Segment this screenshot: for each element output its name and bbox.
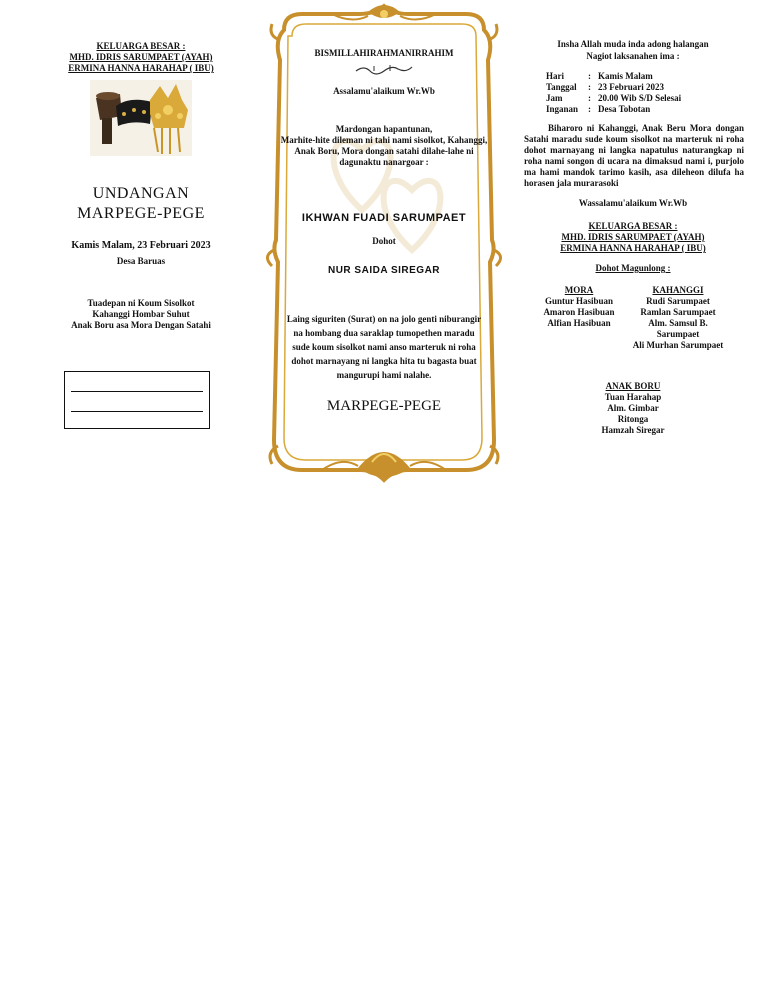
schedule-label: Jam [546, 93, 563, 103]
schedule-row [546, 71, 726, 82]
kahanggi-item: Ali Murhan Sarumpaet [632, 340, 724, 350]
schedule-label: Inganan [546, 104, 579, 114]
title-line-1: UNDANGAN [92, 185, 190, 202]
mora-heading: MORA [564, 285, 594, 295]
intro-line: Mardongan hapantunan, [335, 124, 433, 134]
mother-name: ERMINA HANNA HARAHAP ( IBU) [68, 63, 214, 73]
address-line: Anak Boru asa Mora Dengan Satahi [71, 320, 211, 330]
mora-item: Guntur Hasibuan [544, 296, 614, 306]
schedule-colon: : [588, 93, 591, 103]
opening-line-2: Nagiot laksanahen ima : [586, 51, 680, 61]
kahanggi-item: Alm. Samsul B. [648, 318, 708, 328]
recipient-name-box[interactable] [64, 371, 210, 429]
mother-name: ERMINA HANNA HARAHAP ( IBU) [560, 243, 706, 253]
intro-line: Marhite-hite dileman ni tahi nami sisolkot, Kahanggi, [280, 135, 488, 145]
schedule-colon: : [588, 71, 591, 81]
address-line: Tuadepan ni Koum Sisolkot [87, 298, 195, 308]
schedule-value: Desa Tobotan [598, 104, 651, 114]
address-block [60, 298, 222, 331]
bismillah-heading: BISMILLAHIRAHMANIRRAHIM [314, 48, 454, 58]
blank-line [71, 391, 203, 392]
event-place: Desa Baruas [116, 256, 166, 266]
invitation-title [60, 184, 222, 224]
title-line-2: MARPEGE-PEGE [77, 205, 205, 222]
kahanggi-item: Rudi Sarumpaet [646, 296, 710, 306]
closing-greeting: Wassalamu'alaikum Wr.Wb [578, 198, 688, 208]
family-title: KELUARGA BESAR : [96, 41, 186, 51]
schedule-value: 23 Februari 2023 [598, 82, 664, 92]
schedule-label: Hari [546, 71, 564, 81]
body-line: Laing siguriten (Surat) on na jolo genti niburangir [286, 314, 482, 324]
bride-name: NUR SAIDA SIREGAR [327, 265, 441, 276]
anak-boru-heading: ANAK BORU [605, 381, 661, 391]
schedule-row [546, 82, 726, 93]
message-paragraph: Biharoro ni Kahanggi, Anak Beru Mora dongan Satahi maradu sude koum sisolkot na marteruk ni roha dohot marnayang ni langka napatulus naturangkap ni roha nami songon di ucara na dimaksud nami i, purjolo ma hami mandok tarimo kasih, asa dileheon dilufa ha horasen jala murarasoki [524, 123, 744, 188]
footer-title: MARPEGE-PEGE [326, 398, 442, 414]
kahanggi-heading: KAHANGGI [652, 285, 704, 295]
schedule-table [546, 71, 726, 115]
event-date: Kamis Malam, 23 Februari 2023 [71, 240, 211, 251]
salam-greeting: Assalamu'alaikum Wr.Wb [333, 86, 435, 96]
family-block [60, 41, 222, 74]
groom-name: IKHWAN FUADI SARUMPAET [301, 212, 467, 224]
family-title: KELUARGA BESAR : [588, 221, 678, 231]
intro-line: Anak Boru, Mora dongan satahi dilahe-lahe ni [294, 146, 474, 156]
blank-line [71, 411, 203, 412]
intro-text [262, 124, 506, 168]
arabic-calligraphy-image [262, 62, 506, 80]
schedule-colon: : [588, 82, 591, 92]
schedule-row [546, 93, 726, 104]
anak-boru-item: Tuan Harahap [604, 392, 662, 402]
conjunction-dohot: Dohot [372, 236, 396, 246]
dohot-heading: Dohot Magunlong : [595, 263, 671, 273]
intro-line: dagunaktu nanargoar : [339, 157, 429, 167]
schedule-value: Kamis Malam [598, 71, 653, 81]
kahanggi-item: Ramlan Sarumpaet [640, 307, 716, 317]
kahanggi-item: Sarumpaet [656, 329, 700, 339]
kahanggi-list [620, 285, 736, 351]
anak-boru-item: Alm. Gimbar [607, 403, 659, 413]
schedule-colon: : [588, 104, 591, 114]
schedule-row [546, 104, 726, 115]
father-name: MHD. IDRIS SARUMPAET (AYAH) [69, 52, 213, 62]
center-panel [262, 0, 506, 486]
father-name: MHD. IDRIS SARUMPAET (AYAH) [561, 232, 705, 242]
body-line: mangurupi hami nalahe. [336, 370, 432, 380]
anak-boru-item: Ritonga [617, 414, 649, 424]
anak-boru-item: Hamzah Siregar [601, 425, 665, 435]
schedule-value: 20.00 Wib S/D Selesai [598, 93, 682, 103]
body-line: sude koum sisolkot nami anso marteruk ni roha [292, 342, 476, 352]
body-line: na hombang dua saraklap tumopethen maradu [293, 328, 475, 338]
family-block-right [520, 221, 746, 254]
body-line: dohot marnayang ni langka hita tu bagasta buat [291, 356, 477, 366]
address-line: Kahanggi Hombar Suhut [92, 309, 190, 319]
mora-item: Alfian Hasibuan [547, 318, 611, 328]
schedule-label: Tanggal [546, 82, 577, 92]
mora-item: Amaron Hasibuan [543, 307, 615, 317]
opening-line-1: Insha Allah muda inda adong halangan [557, 39, 709, 49]
traditional-headdress-image [90, 80, 192, 156]
anak-boru-list [520, 381, 746, 436]
body-text [262, 312, 506, 382]
